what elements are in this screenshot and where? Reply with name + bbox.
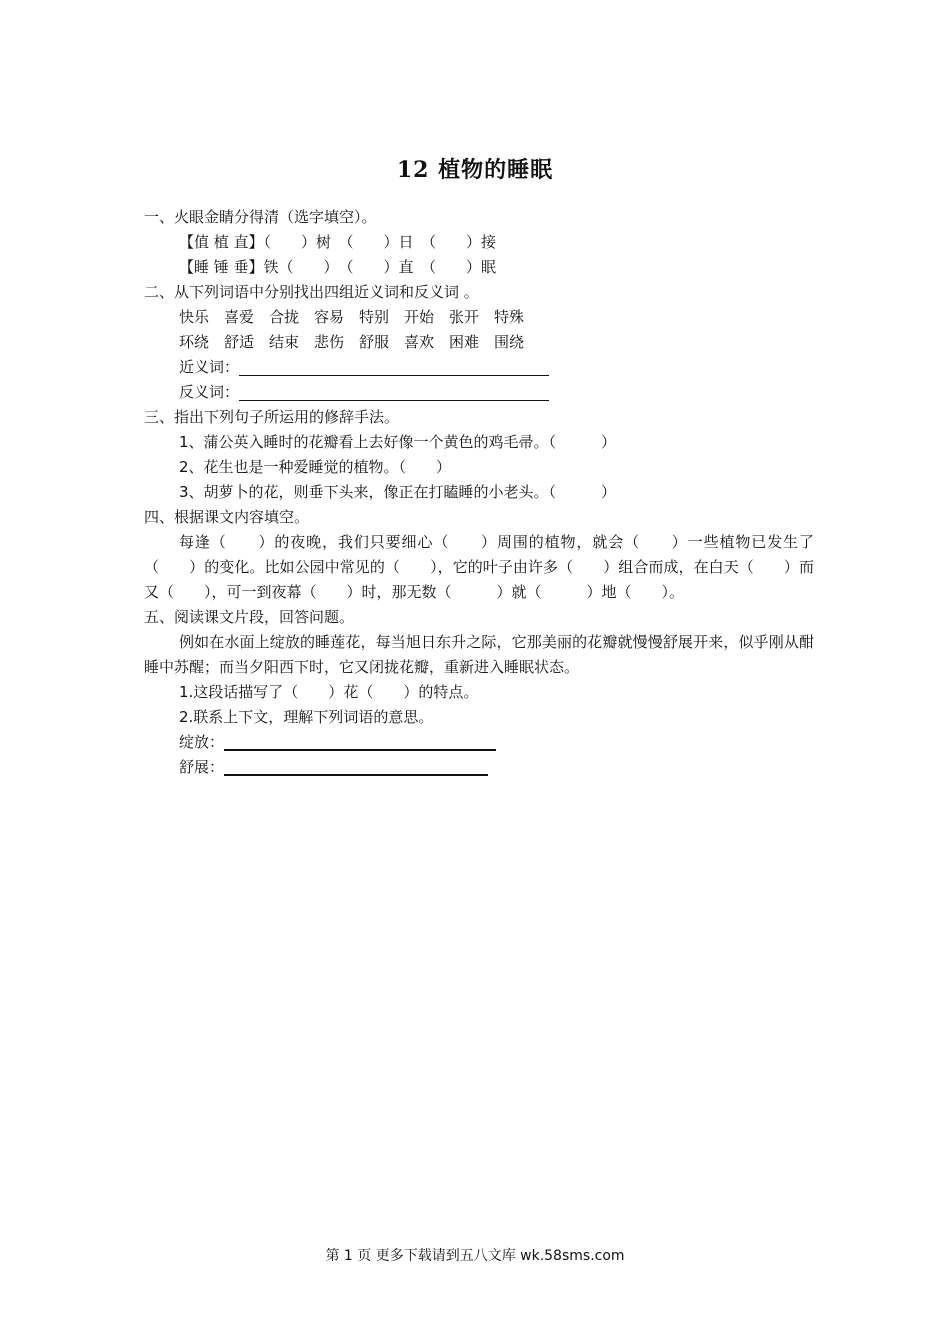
antonym-row (144, 380, 814, 405)
synonym-row (144, 355, 814, 380)
section-3-question-3: 3、胡萝卜的花，则垂下头来，像正在打瞌睡的小老头。（ ） (179, 483, 617, 501)
section-5-question-2: 2.联系上下文，理解下列词语的意思。 (179, 708, 434, 726)
antonym-answer-line[interactable] (239, 382, 549, 401)
term-1-answer-line[interactable] (224, 731, 496, 751)
synonym-answer-line[interactable] (239, 357, 549, 376)
section-1-heading: 一、火眼金睛分得清（选字填空）。 (144, 208, 377, 226)
section-3-heading: 三、指出下列句子所运用的修辞手法。 (144, 408, 400, 426)
antonym-label: 反义词： (179, 383, 240, 401)
term-2-row (144, 755, 814, 780)
section-5-question-1: 1.这段话描写了（ ）花（ ）的特点。 (179, 683, 479, 701)
section-1-row-1: 【值 植 直】（ ）树 （ ）日 （ ）接 (179, 233, 497, 251)
term-2-answer-line[interactable] (224, 756, 488, 776)
synonym-label: 近义词： (179, 358, 240, 376)
section-2-words-1: 快乐 喜爱 合拢 容易 特别 开始 张开 特殊 (179, 308, 525, 326)
section-3-question-1: 1、蒲公英入睡时的花瓣看上去好像一个黄色的鸡毛帚。（ ） (179, 433, 617, 451)
section-4-heading: 四、根据课文内容填空。 (144, 508, 310, 526)
term-1-row (144, 730, 814, 755)
page-footer: 第 1 页 更多下载请到五八文库 wk.58sms.com (325, 1248, 625, 1264)
section-5-passage: 例如在水面上绽放的睡莲花，每当旭日东升之际，它那美丽的花瓣就慢慢舒展开来，似乎刚从酣睡中苏醒；而当夕阳西下时，它又闭拢花瓣，重新进入睡眠状态。 (144, 633, 814, 676)
section-4-paragraph: 每逢（ ）的夜晚，我们只要细心（ ）周围的植物，就会（ ）一些植物已发生了（ ）的变化。比如公园中常见的（ ），它的叶子由许多（ ）组合而成，在白天（ ）而又（ ），可一到夜幕（ ）时，那无数（ ）就（ ）地（ ）。 (144, 533, 814, 601)
section-2-words-2: 环绕 舒适 结束 悲伤 舒服 喜欢 困难 围绕 (179, 333, 525, 351)
section-3-question-2: 2、花生也是一种爱睡觉的植物。（ ） (179, 458, 452, 476)
worksheet-content (144, 205, 814, 780)
section-5-heading: 五、阅读课文片段，回答问题。 (144, 608, 355, 626)
page-title: 12 植物的睡眠 (396, 157, 554, 183)
section-2-heading: 二、从下列词语中分别找出四组近义词和反义词 。 (144, 283, 479, 301)
term-2-label: 舒展： (179, 758, 225, 776)
term-1-label: 绽放： (179, 733, 225, 751)
section-1-row-2: 【睡 锤 垂】铁（ ） （ ）直 （ ）眠 (179, 258, 497, 276)
